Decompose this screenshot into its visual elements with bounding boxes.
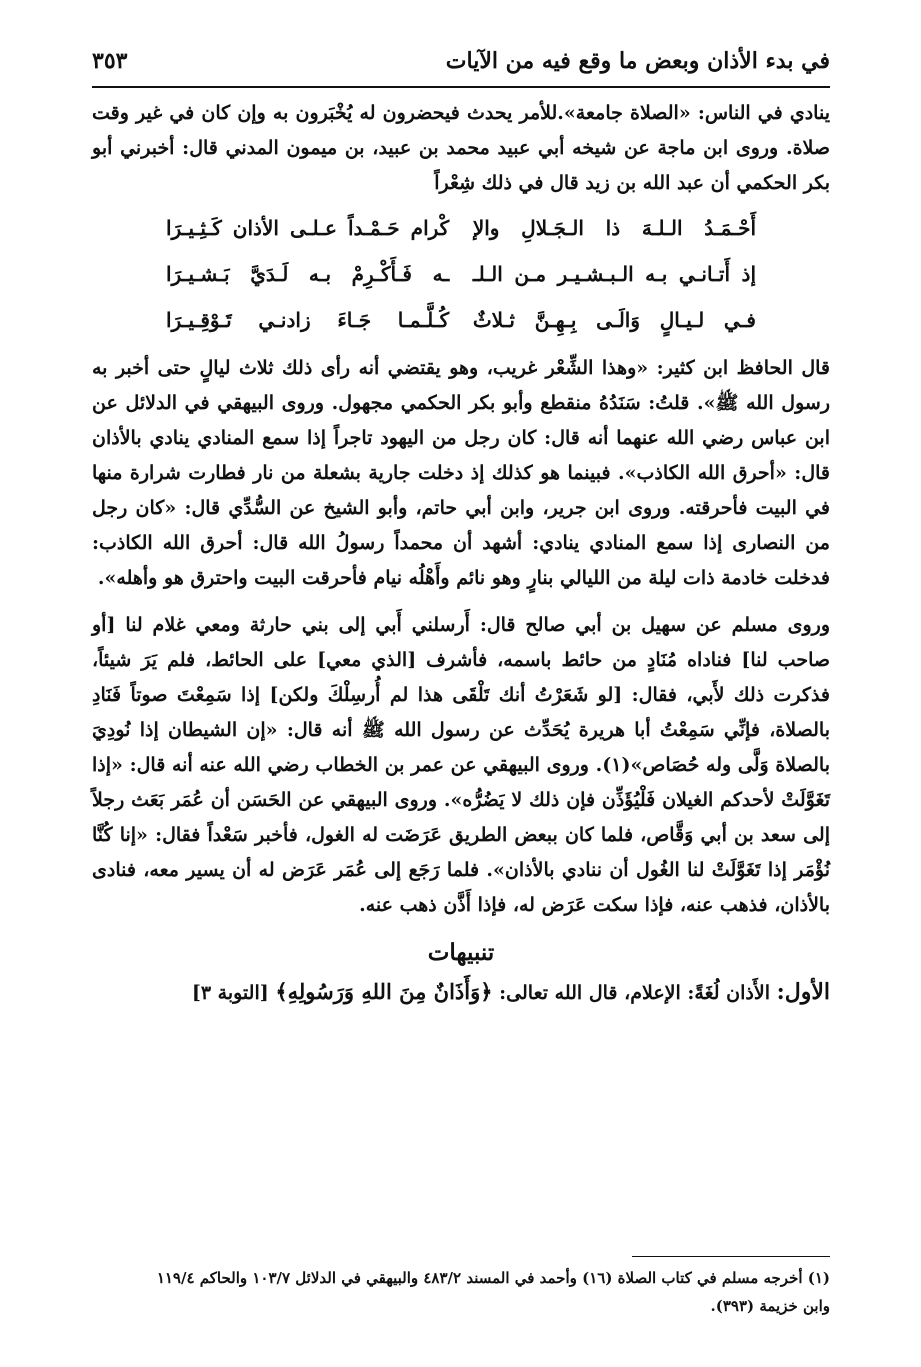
running-header — [92, 38, 830, 84]
footnote-line: (١) أخرجه مسلم في كتاب الصلاة (١٦) وأحمد في المسند ٤٨٣/٢ والبيهقي في الدلائل ١٠٣/٧ والحاكم ١١٩/٤ — [156, 1269, 830, 1287]
verse-second-half: كُـلَّـمـا جَـاءَ زادنـي تَـوْقِـيـرَا — [166, 308, 450, 332]
paragraph: قال الحافظ ابن كثير: «وهذا الشِّعْر غريب، وهو يقتضي أنه رأى ذلك ثلاث ليالٍ حتى أخبر به رسول الله ﷺ». قلتُ: سَنَدُهُ منقطع وأبو بكر الحكمي مجهول. وروى البيهقي في الدلائل عن ابن عباس رضي الله عنهما أنه قال: كان رجل من اليهود تاجراً إذا سمع المنادي ينادي بالأذان قال: «أحرق الله الكاذب». فبينما هو كذلك إذ دخلت جارية بشعلة من نار فطارت شرارة منها في البيت فأحرقته. وروى ابن جرير، وابن أبي حاتم، وأبو الشيخ عن السُّدِّي قال: «كان رجل من النصارى إذا سمع المنادي ينادي: أشهد أن محمداً رسولُ الله قال: أحرق الله الكاذب: فدخلت خادمة ذات ليلة من الليالي بنارٍ وهو نائم وأَهْلُه نيام فأحرقت البيت واحترق هو وأهله». — [92, 357, 830, 589]
book-page — [92, 38, 830, 1328]
footnote-rule — [632, 1256, 830, 1257]
verse-first-half: إذ أَتـانـي بـه الـبـشـيـر مـن الـلـ — [472, 262, 756, 286]
footnote-line: وابن خزيمة (٣٩٣). — [710, 1297, 830, 1315]
quran-verse: ﴿وَأَذَانٌ مِنَ اللهِ وَرَسُولِهِ﴾ — [275, 979, 493, 1004]
poem — [166, 205, 756, 343]
poem-verse — [166, 205, 756, 251]
verse-second-half: كْرام حَـمْـداً عـلـى الأذان كَـثِـيـرَا — [166, 216, 450, 240]
verse-second-half: ـه فَـأَكْـرِمْ بـه لَـدَيَّ بَـشـيـرَا — [166, 262, 450, 286]
main-text — [92, 96, 830, 1011]
section-heading: تنبيهات — [427, 939, 495, 966]
paragraph: وروى مسلم عن سهيل بن أبي صالح قال: أَرسلني أَبي إلى بني حارثة ومعي غلام لنا [أو صاحب لنا] فناداه مُنَادٍ من حائط باسمه، فأشرف [الذي معي] على الحائط، فلم يَرَ شيئاً، فذكرت ذلك لأَبي، فقال: [لو شَعَرْتُ أنك تَلْقَى هذا لم أُرسِلْكَ ولكن] إذا سَمِعْتَ صوتاً فَنَادِ بالصلاة، فإنِّي سَمِعْتُ أبا هريرة يُحَدِّث عن رسول الله ﷺ أنه قال: «إن الشيطان إذا نُودِيَ بالصلاة وَلَّى وله حُصَاص»(١). وروى البيهقي عن عمر بن الخطاب رضي الله عنه أنه قال: «إذا تَغَوَّلَتْ لأحدكم الغيلان فَلْيُؤَذِّن فإن ذلك لا يَضُرُّه». وروى البيهقي عن الحَسَن أن عُمَر بَعَث رجلاً إلى سعد بن أبي وَقَّاص، فلما كان ببعض الطريق عَرَضَت له الغول، فأخبر سَعْداً فقال: «إنا كُنَّا نُؤْمَر إذا تَغَوَّلَتْ لنا الغُول أن ننادي بالأذان». فلما رَجَع إلى عُمَر عَرَض له أن يسير معه، فنادى بالأذان، فذهب عنه، فإذا سكت عَرَض له، فإذا أَذَّن ذهب عنه. — [92, 614, 830, 916]
footnotes — [92, 1264, 830, 1320]
poem-verse — [166, 297, 756, 343]
first-note-paragraph — [92, 974, 830, 1011]
verse-first-half: فـي لـيـالٍ وَالَـى بِـهِـنَّ ثـلاثٌ — [472, 308, 756, 332]
verse-reference: [التوبة ٣] — [191, 982, 276, 1004]
note-label: الأول: — [776, 979, 830, 1005]
page-number: ٣٥٣ — [92, 48, 128, 74]
paragraph: ينادي في الناس: «الصلاة جامعة».للأمر يحدث فيحضرون له يُخْبَرون به وإن كان في غير وقت صلاة. وروى ابن ماجة عن شيخه أبي عبيد محمد بن عبيد، بن ميمون المدني قال: أخبرني أبو بكر الحكمي أن عبد الله بن زيد قال في ذلك شِعْراً — [92, 102, 830, 194]
header-rule — [92, 86, 830, 88]
note-text: الأَذان لُغَةً: الإعلام، قال الله تعالى: — [492, 982, 777, 1004]
running-title: في بدء الأذان وبعض ما وقع فيه من الآيات — [445, 48, 830, 74]
verse-first-half: أَحْـمَـدُ الـلـهَ ذا الـجَـلالِ والإ — [472, 216, 756, 240]
poem-verse — [166, 251, 756, 297]
